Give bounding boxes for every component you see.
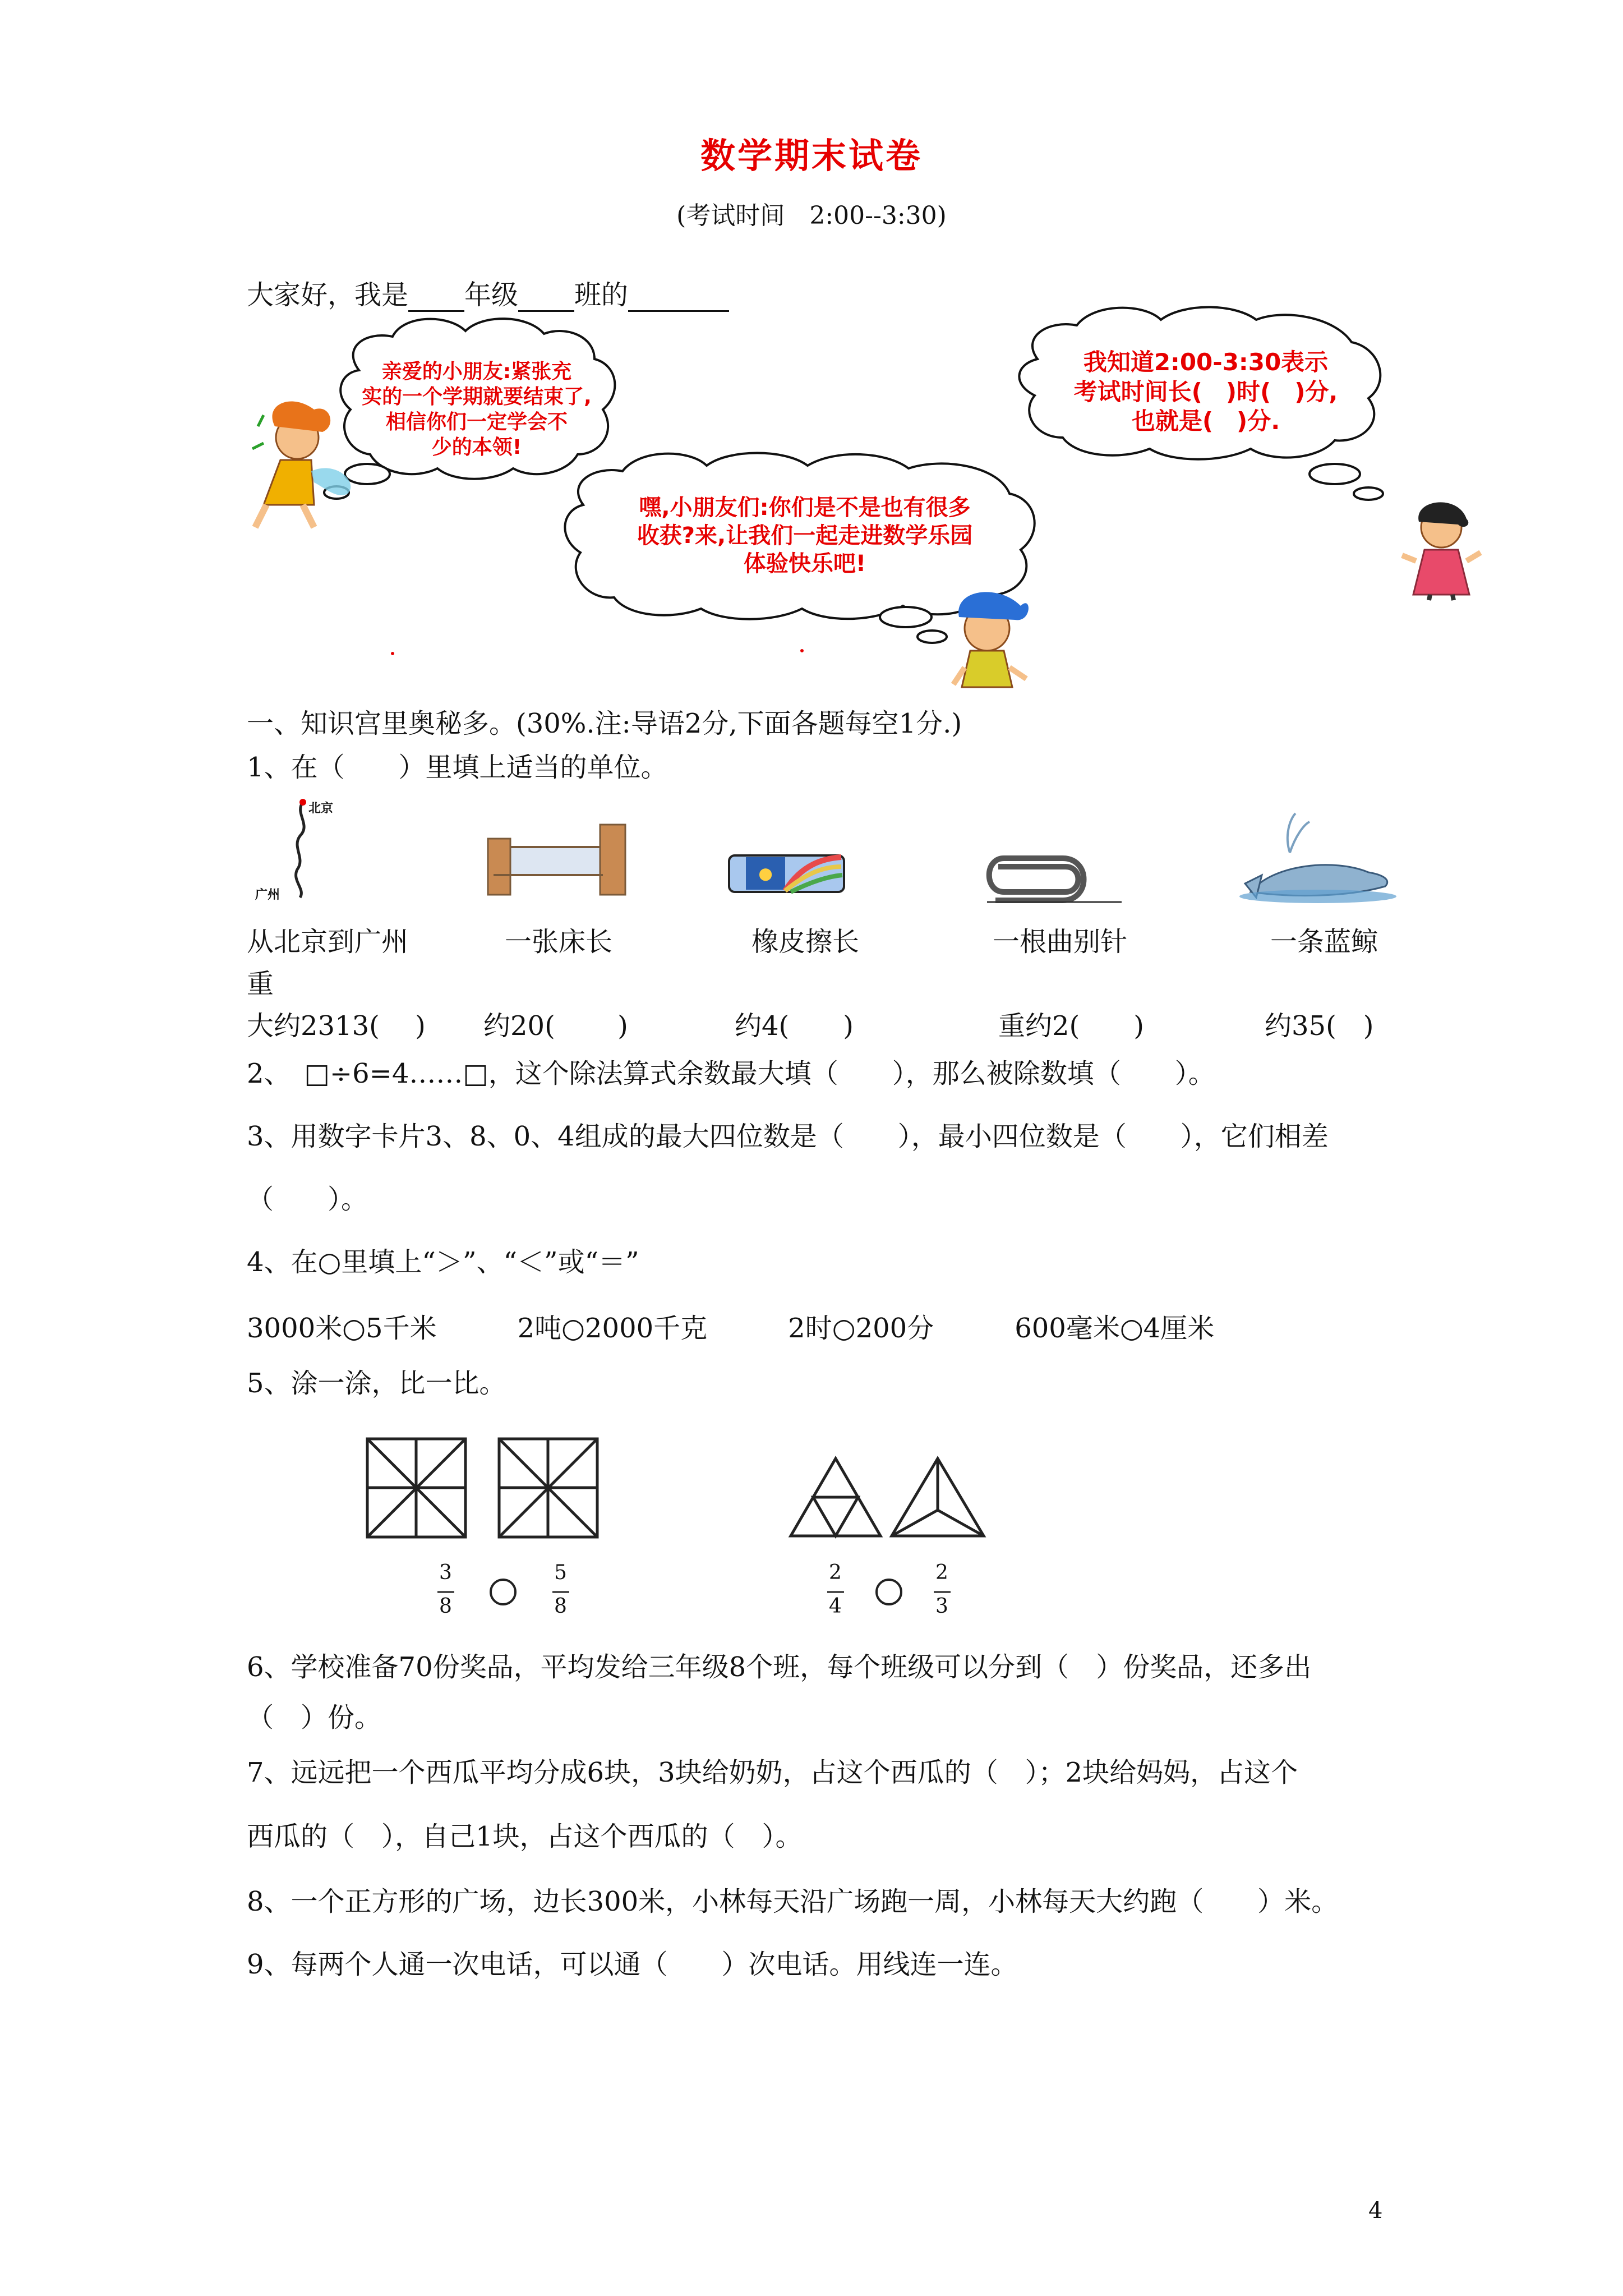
page-title: 数学期末试卷 <box>700 135 923 176</box>
map-label-guangzhou: 广州 <box>255 888 280 902</box>
left-bubble-line: 实的一个学期就要结束了, <box>362 385 592 408</box>
fraction-denominator: 8 <box>439 1595 452 1618</box>
question-6-line2: （ ）份。 <box>247 1702 382 1733</box>
question-8: 8、一个正方形的广场，边长300米，小林每天沿广场跑一周，小林每天大约跑（ ）米。 <box>247 1886 1339 1917</box>
caption-paper-clip: 一根曲别针 <box>993 926 1128 958</box>
question-3-line1: 3、用数字卡片3、8、0、4组成的最大四位数是（ ），最小四位数是（ ），它们相差 <box>247 1121 1329 1152</box>
fraction-denominator: 8 <box>554 1595 567 1618</box>
caption-weight: 重 <box>247 968 274 1000</box>
exam-time: (考试时间 2:00--3:30) <box>676 201 947 230</box>
question-7-line1: 7、远远把一个西瓜平均分成6块，3块给奶奶，占这个西瓜的（ ）；2块给妈妈，占这个 <box>247 1757 1298 1788</box>
answer-whale[interactable]: 约35( ) <box>1265 1010 1374 1042</box>
question-6-line1: 6、学校准备70份奖品，平均发给三年级8个班，每个班级可以分到（ ）份奖品，还多出 <box>247 1651 1312 1683</box>
fraction-numerator: 2 <box>935 1561 948 1584</box>
middle-bubble-line: 收获?来,让我们一起走进数学乐园 <box>637 523 973 549</box>
square-eighths-left <box>367 1439 465 1537</box>
compare-circle-right <box>877 1580 901 1604</box>
question-5: 5、涂一涂，比一比。 <box>247 1368 506 1399</box>
right-bubble-line: 考试时间长( )时( )分, <box>1073 378 1338 406</box>
caption-bed: 一张床长 <box>505 926 613 958</box>
page-number: 4 <box>1368 2198 1383 2224</box>
answer-paper-clip[interactable]: 重约2( ) <box>998 1010 1144 1042</box>
fraction-numerator: 3 <box>439 1561 452 1584</box>
left-bubble-line: 相信你们一定学会不 <box>385 411 568 434</box>
square-eighths-right <box>499 1439 597 1537</box>
middle-bubble-line: 体验快乐吧! <box>743 551 866 577</box>
compare-circle-left <box>491 1580 515 1604</box>
triangle-quarters <box>791 1458 880 1536</box>
question-4-items: 3000米○5千米 2吨○2000千克 2时○200分 600毫米○4厘米 <box>247 1313 1215 1344</box>
answer-bed[interactable]: 约20( ) <box>483 1010 628 1042</box>
left-bubble-line: 亲爱的小朋友:紧张充 <box>381 360 572 383</box>
svg-text:⬤: ⬤ <box>758 867 773 881</box>
question-7-line2: 西瓜的（ ），自己1块，占这个西瓜的（ ）。 <box>247 1821 803 1852</box>
fraction-numerator: 2 <box>829 1561 842 1584</box>
question-4: 4、在○里填上“＞”、“＜”或“＝” <box>247 1246 639 1278</box>
caption-whale: 一条蓝鲸 <box>1270 926 1378 958</box>
fraction-denominator: 3 <box>935 1595 948 1618</box>
section1-heading: 一、知识宫里奥秘多。(30%.注:导语2分,下面各题每空1分.) <box>247 708 962 739</box>
intro-text-2: 年级 <box>464 279 519 311</box>
caption-eraser: 橡皮擦长 <box>751 926 860 958</box>
question-9: 9、每两个人通一次电话，可以通（ ）次电话。用线连一连。 <box>247 1949 1018 1980</box>
right-bubble-line: 我知道2:00-3:30表示 <box>1083 348 1329 376</box>
intro-text-3: 班的 <box>574 279 629 311</box>
intro-text-1: 大家好，我是 <box>247 279 409 311</box>
middle-bubble-line: 嘿,小朋友们:你们是不是也有很多 <box>639 495 971 521</box>
fraction-numerator: 5 <box>554 1561 567 1584</box>
answer-eraser[interactable]: 约4( ) <box>735 1010 854 1042</box>
question-3-line2: （ ）。 <box>247 1184 368 1215</box>
fraction-denominator: 4 <box>829 1595 842 1618</box>
triangle-thirds <box>892 1458 984 1536</box>
left-bubble-line: 少的本领! <box>431 436 522 459</box>
question-2: 2、 □÷6=4……□，这个除法算式余数最大填（ ），那么被除数填（ ）。 <box>247 1058 1215 1089</box>
caption-beijing-guangzhou: 从北京到广州 <box>247 926 409 958</box>
question-1: 1、在（ ）里填上适当的单位。 <box>247 752 668 783</box>
right-bubble-line: 也就是( )分. <box>1131 407 1280 435</box>
answer-beijing-guangzhou[interactable]: 大约2313( ) <box>247 1010 426 1042</box>
map-label-beijing: 北京 <box>308 802 334 816</box>
